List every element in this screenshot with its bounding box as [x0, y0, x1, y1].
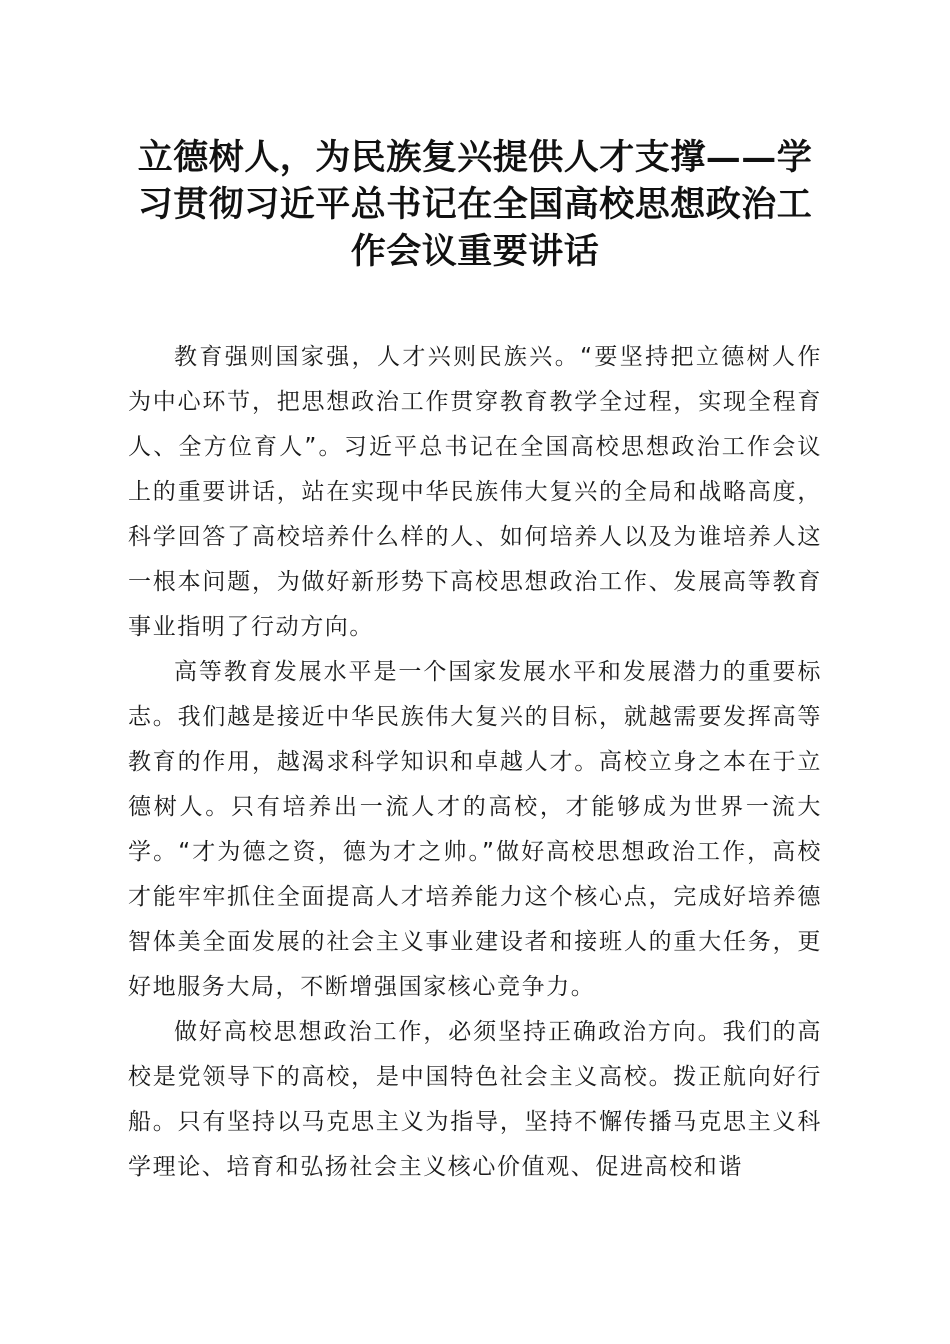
document-body [128, 335, 822, 1190]
body-paragraph-3: 做好高校思想政治工作，必须坚持正确政治方向。我们的高校是党领导下的高校，是中国特色社会主义高校。拨正航向好行船。只有坚持以马克思主义为指导，坚持不懈传播马克思主义科学理论、培育和弘扬社会主义核心价值观、促进高校和谐 [128, 1019, 822, 1180]
document-title: 立德树人，为民族复兴提供人才支撑——学习贯彻习近平总书记在全国高校思想政治工作会议重要讲话 [137, 137, 813, 272]
body-paragraph-2: 高等教育发展水平是一个国家发展水平和发展潜力的重要标志。我们越是接近中华民族伟大复兴的目标，就越需要发挥高等教育的作用，越渴求科学知识和卓越人才。高校立身之本在于立德树人。只有培养出一流人才的高校，才能够成为世界一流大学。“才为德之资，德为才之帅。”做好高校思想政治工作，高校才能牢牢抓住全面提高人才培养能力这个核心点，完成好培养德智体美全面发展的社会主义事业建设者和接班人的重大任务，更好地服务大局，不断增强国家核心竞争力。 [128, 659, 822, 1000]
body-paragraph-1: 教育强则国家强，人才兴则民族兴。“要坚持把立德树人作为中心环节，把思想政治工作贯穿教育教学全过程，实现全程育人、全方位育人”。习近平总书记在全国高校思想政治工作会议上的重要讲话，站在实现中华民族伟大复兴的全局和战略高度，科学回答了高校培养什么样的人、如何培养人以及为谁培养人这一根本问题，为做好新形势下高校思想政治工作、发展高等教育事业指明了行动方向。 [128, 344, 822, 640]
